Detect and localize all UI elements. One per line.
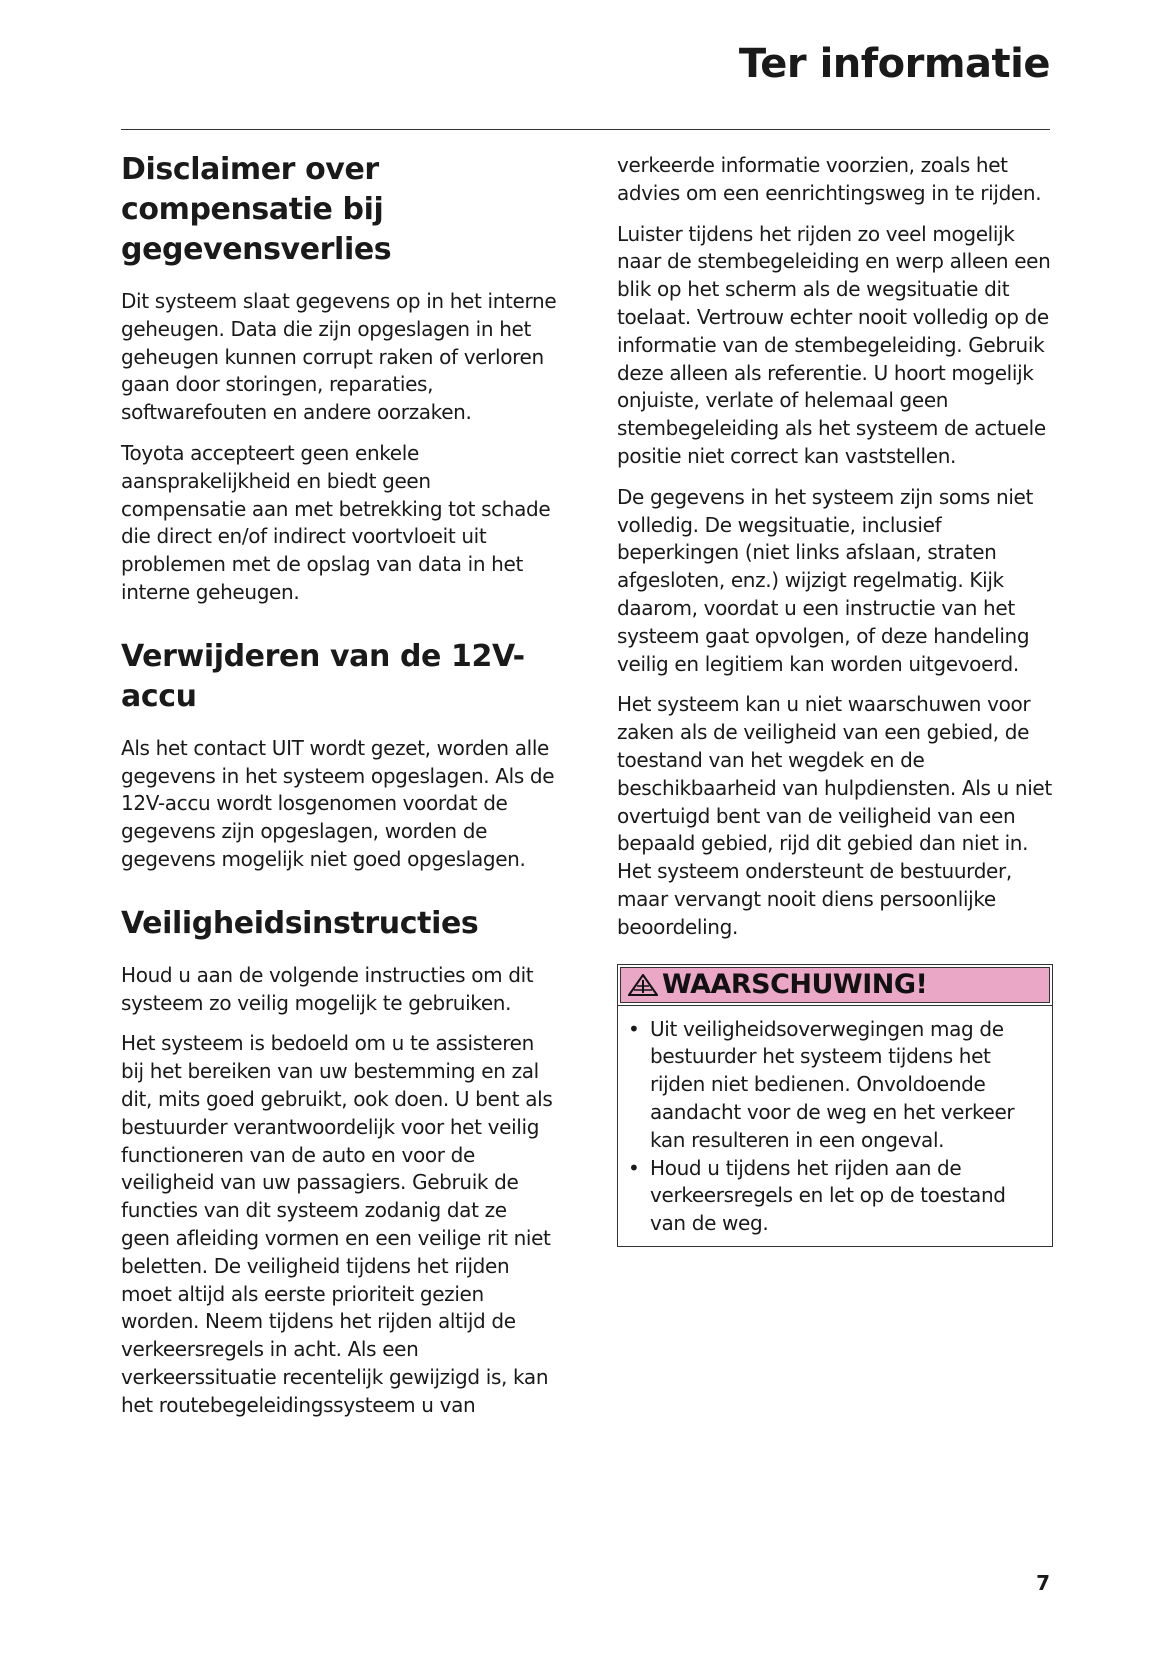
warning-label: WAARSCHUWING! bbox=[662, 969, 928, 1001]
warning-item: • Uit veiligheidsoverwegingen mag de bestuurder het systeem tijdens het rijden niet bedienen. Onvoldoende aandacht voor de weg en het verkeer kan resulteren in een ongeval. bbox=[626, 1016, 1040, 1155]
warning-item: • Houd u tijdens het rijden aan de verkeersregels en let op de toestand van de weg. bbox=[626, 1155, 1040, 1238]
safety-paragraph-2: Het systeem is bedoeld om u te assisteren bij het bereiken van uw bestemming en zal dit, mits goed gebruikt, ook doen. U bent als bestuurder verantwoordelijk voor het veilig functioneren van de auto en voor de veiligheid van uw passagiers. Gebruik de functies van dit systeem zodanig dat ze geen afleiding vormen en een veilige rit niet beletten. De veiligheid tijdens het rijden moet altijd als eerste prioriteit gezien worden. Neem tijdens het rijden altijd de verkeersregels in acht. Als een verkeerssituatie recentelijk gewijzigd is, kan het routebegeleidingssysteem u van bbox=[121, 1031, 553, 1417]
safety-paragraph-1: Houd u aan de volgende instructies om dit systeem zo veilig mogelijk te gebruiken. bbox=[121, 962, 534, 1015]
section-title-safety: Veiligheidsinstructies bbox=[121, 905, 479, 941]
section-title-battery: Verwijderen van de 12V-accu bbox=[121, 638, 525, 714]
warning-triangle-icon bbox=[628, 974, 658, 996]
disclaimer-paragraph-1: Dit systeem slaat gegevens op in het interne geheugen. Data die zijn opgeslagen in het geheugen kunnen corrupt raken of verloren gaan door storingen, reparaties, softwarefouten en andere oorzaken. bbox=[121, 289, 557, 425]
warning-box bbox=[617, 964, 1053, 1247]
section-title-disclaimer: Disclaimer over compensatie bij gegevensverlies bbox=[121, 152, 392, 267]
warning-list bbox=[618, 1006, 1052, 1246]
safety-paragraph-5: De gegevens in het systeem zijn soms niet volledig. De wegsituatie, inclusief beperkingen (niet links afslaan, straten afgesloten, enz.) wijzigt regelmatig. Kijk daarom, voordat u een instructie van het systeem gaat opvolgen, of deze handeling veilig en legitiem kan worden uitgevoerd. bbox=[617, 484, 1033, 676]
right-column bbox=[617, 152, 1053, 1247]
safety-paragraph-4: Luister tijdens het rijden zo veel mogelijk naar de stembegeleiding en werp alleen een blik op het scherm als de wegsituatie dit toelaat. Vertrouw echter nooit volledig op de informatie van de stembegeleiding. Gebruik deze alleen als referentie. U hoort mogelijk onjuiste, verlate of helemaal geen stembegeleiding als het systeem de actuele positie niet correct kan vaststellen. bbox=[617, 221, 1051, 468]
page-number: 7 bbox=[1036, 1571, 1050, 1595]
header-divider bbox=[121, 129, 1050, 130]
disclaimer-paragraph-2: Toyota accepteert geen enkele aansprakelijkheid en biedt geen compensatie aan met betrekking tot schade die direct en/of indirect voortvloeit uit problemen met de opslag van data in het interne geheugen. bbox=[121, 440, 551, 604]
safety-paragraph-3: verkeerde informatie voorzien, zoals het advies om een eenrichtingsweg in te rijden. bbox=[617, 153, 1042, 205]
left-column bbox=[121, 150, 561, 1433]
battery-paragraph: Als het contact UIT wordt gezet, worden alle gegevens in het systeem opgeslagen. Als de 12V-accu wordt losgenomen voordat de gegevens zijn opgeslagen, worden de gegevens mogelijk niet goed opgeslagen. bbox=[121, 735, 555, 871]
page-title: Ter informatie bbox=[738, 41, 1050, 87]
warning-header bbox=[618, 965, 1052, 1006]
safety-paragraph-6: Het systeem kan u niet waarschuwen voor zaken als de veiligheid van een gebied, de toestand van het wegdek en de beschikbaarheid van hulpdiensten. Als u niet overtuigd bent van de veiligheid van een bepaald gebied, rijd dit gebied dan niet in. Het systeem ondersteunt de bestuurder, maar vervangt nooit diens persoonlijke beoordeling. bbox=[617, 692, 1052, 939]
